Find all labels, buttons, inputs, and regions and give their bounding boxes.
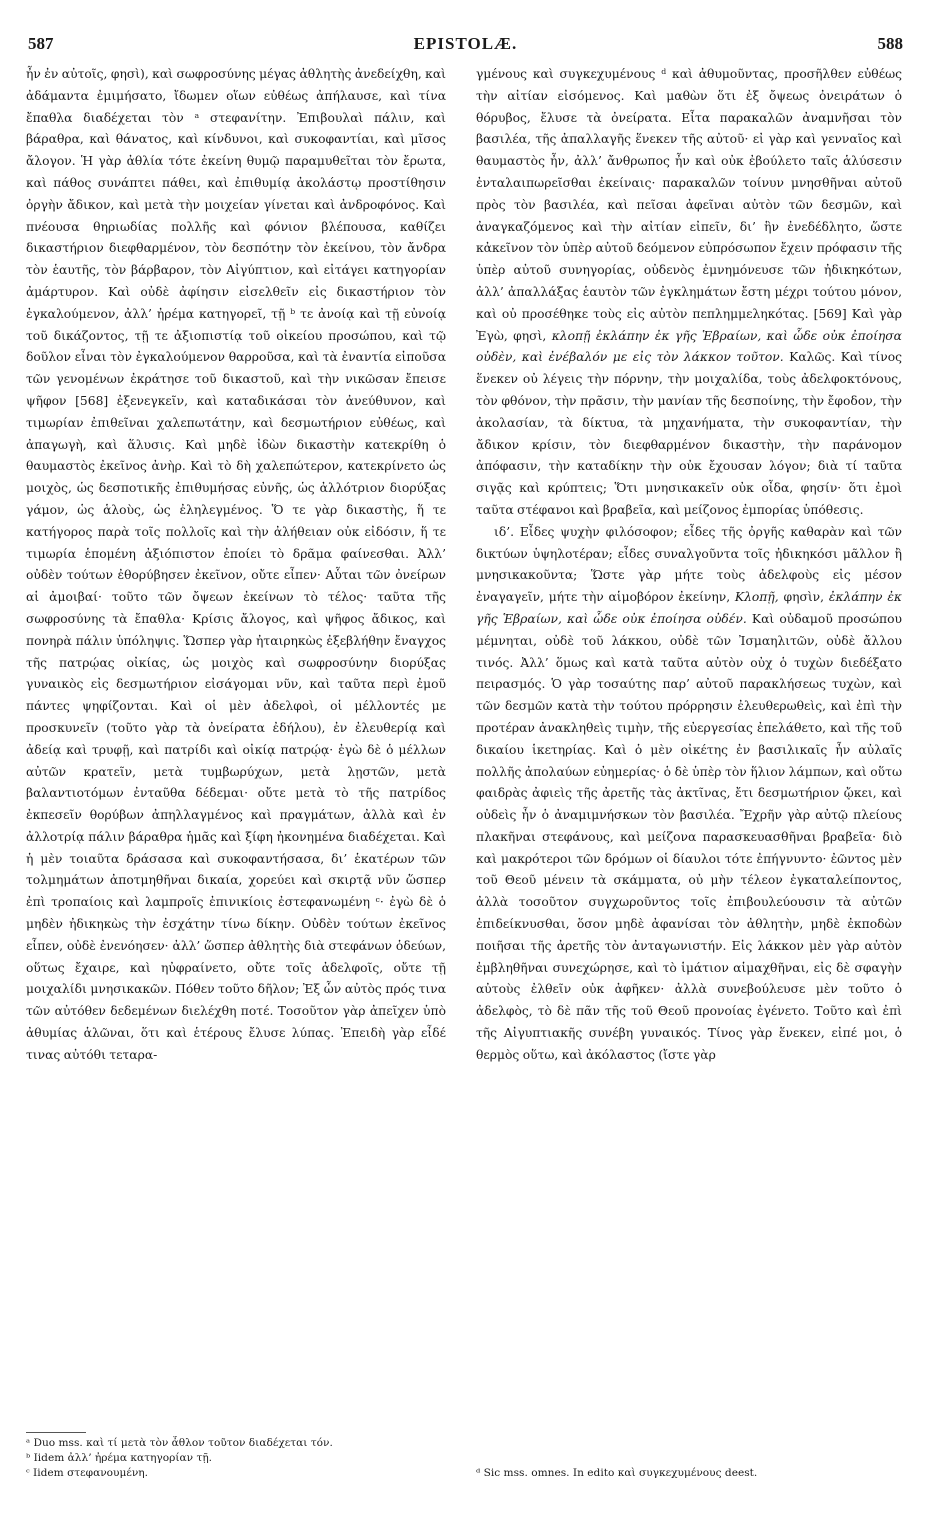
footnote-d: ᵈ Sic mss. omnes. In edito καὶ συγκεχυμένους deest.	[476, 1467, 758, 1479]
left-paragraph-1: ἦν ἐν αὐτοῖς, φησὶ), καὶ σωφροσύνης μέγας ἀθλητὴς ἀνεδείχθη, καὶ ἀδάμαντα ἐμιμήσατο, ἴδωμεν οἵων εὐθέως ἀπήλαυσε, καὶ τίνα ἔπαθλα διαδέχεται τὸν ᵃ στεφανίτην. Ἐπιβουλαὶ πάλιν, καὶ βάραθρα, καὶ θάνατος, καὶ κίνδυνοι, καὶ συκοφαντίαι, καὶ μῖσος ἄλογον. Ἡ γὰρ ἀθλία τότε ἐκείνη θυμῷ παραμυθεῖται τὸν ἔρωτα, καὶ πάθος συνάπτει πάθει, καὶ ἐπιθυμίᾳ ἀκολάστῳ προστίθησιν ὀργὴν ἄδικον, καὶ μετὰ τὴν μοιχείαν γίνεται καὶ ἀνδροφόνος. Καὶ πνέουσα θηριωδίας πολλῆς καὶ φόνιον βλέπουσα, καθίζει δικαστήριον διεφθαρμένον, τὸν δεσπότην τὸν ἐκείνου, τὸν ἄνδρα τὸν ἑαυτῆς, τὸν βάρβαρον, τὸν Αἰγύπτιον, καὶ εἰτάγει κατηγορίαν ἀμάρτυρον. Καὶ οὐδὲ ἀφίησιν εἰσελθεῖν εἰς δικαστήριον τὸν ἐγκαλούμενον, ἀλλ’ ἠρέμα κατηγορεῖ, τῇ ᵇ τε ἀνοίᾳ καὶ τῇ εὐνοίᾳ τοῦ δικάζοντος, τῇ τε ἀξιοπιστίᾳ τοῦ οἰκείου προσώπου, καὶ τῷ δοῦλον εἶναι τὸν ἐγκαλούμενον θαρροῦσα, καὶ τὰ ἐναντία εἰποῦσα τῶν γενομένων ἐκράτησε τοῦ δικαστοῦ, καὶ τὴν νικῶσαν ἔπεισε ψῆφον [568] ἐξενεγκεῖν, καὶ καταδικάσαι τὸν ἀνεύθυνον, καὶ τιμωρίαν ἐπιθεῖναι χαλεπωτάτην, καὶ δεσμωτήριον εὐθέως, καὶ ἀπαγωγὴ, καὶ ἅλυσις. Καὶ μηδὲ ἰδὼν δικαστὴν κατεκρίθη ὁ θαυμαστὸς ἐκεῖνος ἀνὴρ. Καὶ τὸ δὴ χαλεπώτερον, κατεκρίνετο ὡς μοιχὸς, ὡς δεσποτικῆς ἐπιθυμήσας εὐνῆς, ὡς ἀλλότριον διορύξας γάμον, ὡς ἁλοὺς, ὡς ἐληλεγμένος. Ὅ τε γὰρ δικαστὴς, ἥ τε κατήγορος παρὰ τοῖς πολλοῖς καὶ τὴν ἀλήθειαν οὐκ εἰδόσιν, ἥ τε τιμωρία ἑπομένη ἀξιόπιστον ἐποίει τὸ δρᾶμα φαίνεσθαι. Ἀλλ’ οὐδὲν τούτων ἐθορύβησεν ἐκεῖνον, οὔτε εἶπεν· Αὗται τῶν ὀνείρων αἱ ἀμοιβαί· τοῦτο τῶν ὄψεων ἐκείνων τὸ τέλος· ταῦτα τῆς σωφροσύνης τὰ ἔπαθλα· Κρίσις ἄλογος, καὶ ψῆφος ἄδικος, καὶ πονηρὰ πάλιν ὑπόληψις. Ὥσπερ γὰρ ἠταιρηκὼς ἐξεβλήθην ἔναγχος τῆς πατρῴας οἰκίας, ὡς μοιχὸς καὶ σωφροσύνην διορύξας γυναικὸς εἰς δεσμωτήριον εἰσάγομαι νῦν, καὶ ταῦτα περὶ ἐμοῦ πάντες ψηφίζονται. Καὶ οἱ μὲν ἀδελφοὶ, οἱ μέλλοντές με προσκυνεῖν (τοῦτο γὰρ τὰ ὀνείρατα ἐδήλου), ἐν ἐλευθερίᾳ καὶ ἀδείᾳ καὶ τρυφῇ, καὶ πατρίδι καὶ οἰκίᾳ πατρῴᾳ· ἐγὼ δὲ ὁ μέλλων αὐτῶν κρατεῖν, μετὰ τυμβωρύχων, μετὰ λῃστῶν, μετὰ βαλαντιοτόμων ἐνταῦθα δέδεμαι· οὔτε μετὰ τὸ τῆς πατρίδος ἐκπεσεῖν θορύβων ἀπηλλαγμένος καὶ πραγμάτων, ἀλλὰ καὶ ἐν ἀλλοτρίᾳ πάλιν βάραθρα ἡμᾶς καὶ ξίφη ἠκονημένα διαδέχεται. Καὶ ἡ μὲν τοιαῦτα δράσασα καὶ συκοφαντήσασα, δι’ ἑκατέρων τῶν τολμημάτων ἀποτμηθῆναι δικαία, χορεύει καὶ σκιρτᾷ νῦν ὥσπερ ἐπὶ τροπαίοις καὶ λαμπροῖς ἐπινικίοις ἐστεφανωμένη ᶜ· ἐγὼ δὲ ὁ μηδὲν ἠδικηκὼς τὴν ἐσχάτην τίνω δίκην. Οὐδὲν τούτων ἐκεῖνος εἶπεν, οὐδὲ ἐνενόησεν· ἀλλ’ ὥσπερ ἀθλητὴς διὰ στεφάνων ὁδεύων, οὕτως ἔχαιρε, καὶ ηὐφραίνετο, οὔτε τοῖς ἀδελφοῖς, οὔτε τῇ μοιχαλίδι μνησικακῶν. Πόθεν τοῦτο δῆλον; Ἐξ ὧν αὐτὸς πρός τινα τῶν αὐτόθεν δεδεμένων διελέχθη ποτέ. Τοσοῦτον γὰρ ἀπεῖχεν ὑπὸ ἀθυμίας ἁλῶναι, ὅτι καὶ ἑτέρους ἔλυσε λύπας. Ἐπειδὴ γὰρ εἶδέ τινας αὐτόθι τεταρα-	[26, 67, 446, 1062]
right-paragraph-1-text-a: γμένους καὶ συγκεχυμένους ᵈ καὶ ἀθυμοῦντας, προσῆλθεν εὐθέως τὴν αἰτίαν εἰσόμενος. Καὶ μαθὼν ὅτι ἐξ ὄψεως ὀνειράτων ὁ θόρυβος, ἔλυσε τὰ ὀνείρατα. Εἶτα παρακαλῶν ἀναμνῆσαι τὸν βασιλέα, τῆς ἀπαλλαγῆς ἕνεκεν τῆς αὐτοῦ· εἰ γὰρ καὶ γενναῖος καὶ θαυμαστὸς ἦν, ἀλλ’ ἄνθρωπος ἦν καὶ οὐκ ἐβούλετο ταῖς ἁλύσεσιν ἐνταλαιπωρεῖσθαι ἐκείναις· παρακαλῶν τοίνυν μνησθῆναι αὐτοῦ πρὸς τὸν βασιλέα, καὶ πεῖσαι ἀφεῖναι αὐτὸν τῶν δεσμῶν, καὶ ἀναγκαζόμενος καὶ τὴν αἰτίαν εἰπεῖν, δι’ ἣν ἐνεδέδλητο, ὥστε κἀκεῖνον τὸν ὑπὲρ αὐτοῦ δεόμενον εὐπρόσωπον ἔχειν πρόφασιν τῆς ὑπὲρ αὐτοῦ συνηγορίας, οὐδενὸς ἐμνημόνευσε τῶν ἠδικηκότων, ἀλλ’ ἀπαλλάξας ἑαυτὸν τῶν ἐγκλημάτων ἔστη μέχρι τούτου μόνον, καὶ οὐ προσέθηκε τοὺς εἰς αὐτὸν πεπλημμεληκότας. [569] Καὶ γὰρ Ἐγὼ, φησὶ,	[476, 67, 902, 343]
running-head	[28, 34, 903, 58]
footnote-a: ᵃ Duo mss. καὶ τί μετὰ τὸν ἆθλον τοῦτον διαδέχεται τόν.	[26, 1437, 333, 1449]
right-paragraph-2-text-a: ιδ’. Εἶδες ψυχὴν φιλόσοφον; εἶδες τῆς ὀργῆς καθαρὰν καὶ τῶν δικτύων ὑψηλοτέραν; εἶδες συναλγοῦντα τοῖς ἠδικηκόσι μᾶλλον ἢ μνησικακοῦντα; Ὥστε γὰρ μήτε τοὺς ἀδελφοὺς εἰς μέσον ἐναγαγεῖν, μήτε τὴν αἱμοβόρον ἐκείνην,	[476, 524, 902, 605]
scripture-quote-2a: Κλοπῇ,	[734, 590, 779, 605]
footnote-b: ᵇ Iidem ἀλλ’ ἠρέμα κατηγορίαν τῇ.	[26, 1452, 213, 1464]
page-number-left: 587	[28, 34, 54, 53]
right-paragraph-1	[476, 64, 902, 522]
footnotes-left	[26, 1436, 446, 1481]
right-paragraph-2	[476, 522, 902, 1067]
running-title: EPISTOLÆ.	[413, 34, 518, 53]
page-number-right: 588	[877, 34, 903, 53]
scripture-quote-1: κλοπῇ ἐκλάπην ἐκ γῆς Ἑβραίων, καὶ ὧδε οὐκ ἐποίησα οὐδὲν, καὶ ἐνέβαλόν με εἰς τὸν λάκκον τοῦτον.	[476, 328, 902, 365]
footnote-rule	[26, 1432, 86, 1433]
footnotes-right	[476, 1466, 902, 1481]
right-column	[476, 64, 902, 1067]
left-column	[26, 64, 446, 1067]
right-paragraph-2-text-b: φησὶν,	[783, 590, 825, 605]
right-paragraph-1-text-b: Καλῶς. Καὶ τίνος ἕνεκεν οὐ λέγεις τὴν πόρνην, τὴν μοιχαλίδα, τοὺς ἀδελφοκτόνους, τὸν φθόνον, τὴν πρᾶσιν, τὴν μανίαν τῆς δεσποίνης, τὴν ἔφοδον, τὴν ἀκολασίαν, τὰ δίκτυα, τὰ μηχανήματα, τὴν συκοφαντίαν, τὴν ἄδικον κρίσιν, τὸν διεφθαρμένον δικαστὴν, τὴν παράνομον ἀπόφασιν, τὴν καταδίκην τὴν οὐκ ἔχουσαν λόγον; διὰ τί ταῦτα σιγᾷς καὶ κρύπτεις; Ὅτι μνησικακεῖν οὐκ οἶδα, φησίν· ὅτι ἐμοὶ ταῦτα στέφανοι καὶ βραβεῖα, καὶ μείζονος ἐμπορίας ὑπόθεσις.	[476, 350, 902, 517]
scripture-quote-2b: ἐκλάπην ἐκ γῆς Ἑβραίων, καὶ ὧδε οὐκ ἐποίησα οὐδέν.	[476, 590, 902, 626]
right-paragraph-2-text-c: Καὶ οὐδαμοῦ προσώπου μέμνηται, οὐδὲ τοῦ λάκκου, οὐδὲ τῶν Ἰσμαηλιτῶν, οὐδὲ ἄλλου τινός. Ἀλλ’ ὅμως καὶ κατὰ ταῦτα αὐτὸν οὐχ ὁ τυχὼν διεδέξατο πειρασμός. Ὁ γὰρ τοσαύτης παρ’ αὐτοῦ παρακλήσεως τυχὼν, καὶ τῶν δεσμῶν κατὰ τὴν τούτου πρόρρησιν ἐλευθερωθεὶς, καὶ ἐπὶ τὴν προτέραν ἀνακληθεὶς τιμὴν, τῆς εὐεργεσίας ἐπελάθετο, καὶ τῆς τοῦ δικαίου ἱκετηρίας. Καὶ ὁ μὲν οἰκέτης ἐν βασιλικαῖς ἦν αὐλαῖς πολλῆς ἀπολαύων εὐημερίας· ὁ δὲ ὑπὲρ τὸν ἥλιον λάμπων, καὶ οὕτω φαιδρὰς ἀφιεὶς τῆς ἀρετῆς τὰς ἀκτῖνας, ἔτι δεσμωτήριον ᾤκει, καὶ οὐδεὶς ἦν ὁ ἀναμιμνήσκων τὸν βασιλέα. Ἔχρῆν γὰρ αὐτῷ πλείους πλακῆναι στεφάνους, καὶ μείζονα παρασκευασθῆναι βραβεῖα· διὸ καὶ μακρότεροι τῶν δρόμων οἱ δίαυλοι τότε ἐπήγνυντο· ἐῶντος μὲν τοῦ Θεοῦ μένειν τὰ σκάμματα, οὐ μὴν τέλεον ἐγκαταλείποντος, ἀλλὰ τοσοῦτον συγχωροῦντος τοῖς ἐπιβουλεύουσιν τὰ αὐτῶν ἐπιδείκνυσθαι, ὅσον μηδὲ ἀφανίσαι τὸν ἀθλητὴν, μηδὲ ἐκποδὼν ποιῆσαι τῆς ἀρετῆς τὸν ἀνταγωνιστήν. Εἰς λάκκον μὲν γὰρ αὐτὸν ἐμβληθῆναι συνεχώρησε, καὶ τὸ ἱμάτιον αἱμαχθῆναι, εἰς δὲ σφαγὴν αὐτοὺς ἐλθεῖν οὐκ ἀφῆκεν· ἀλλὰ συνεβούλευσε μὲν τοῦτο ὁ ἀδελφὸς, τὸ δὲ πᾶν τῆς τοῦ Θεοῦ προνοίας ἐγένετο. Τοῦτο καὶ ἐπὶ τῆς Αἰγυπτιακῆς συνέβη γυναικός. Τίνος γὰρ ἕνεκεν, εἰπέ μοι, ὁ θερμὸς οὕτω, καὶ ἀκόλαστος (ἴστε γὰρ	[476, 611, 902, 1062]
footnote-c: ᶜ Iidem στεφανουμένη.	[26, 1467, 149, 1479]
